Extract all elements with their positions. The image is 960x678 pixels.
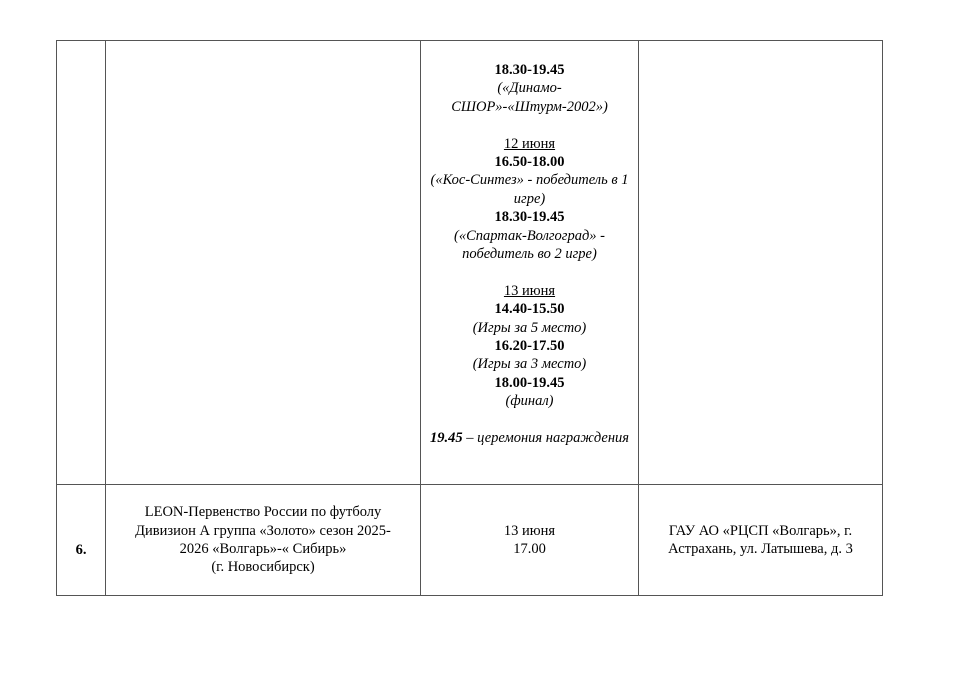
table-row [57, 41, 883, 485]
time-slot: 14.40-15.50 [494, 301, 565, 318]
time-slot: 18.30-19.45 [494, 209, 565, 226]
date-cell [421, 485, 639, 596]
event-text: LEON-Первенство России по футболу [144, 504, 382, 521]
time-slot: 16.50-18.00 [494, 154, 565, 171]
number-cell [57, 41, 106, 485]
match-desc: («Кос-Синтез» - победитель в 1 игре) [430, 172, 629, 207]
schedule-table [56, 40, 883, 596]
venue-cell [639, 485, 883, 596]
match-desc: («Динамо-СШОР»-«Штурм-2002») [451, 80, 608, 115]
venue-cell [639, 41, 883, 485]
venue-text: Астрахань, ул. Латышева, д. 3 [668, 541, 853, 557]
time-slot: 16.20-17.50 [494, 338, 565, 355]
event-cell [106, 41, 421, 485]
venue-text: ГАУ АО «РЦСП «Волгарь», г. [668, 522, 853, 539]
date-heading: 13 июня [503, 282, 556, 299]
match-desc: («Спартак-Волгоград» - победитель во 2 игре) [454, 227, 605, 263]
time-slot: 18.00-19.45 [494, 374, 565, 391]
number-cell: 6. [57, 485, 106, 596]
table-row [57, 485, 883, 596]
ceremony-line [421, 429, 638, 447]
time-slot: 18.30-19.45 [494, 62, 565, 78]
event-cell [106, 485, 421, 596]
date-heading: 12 июня [503, 135, 556, 152]
event-location: (г. Новосибирск) [211, 559, 315, 576]
ceremony-text: – церемония награждения [466, 430, 630, 447]
event-date: 13 июня [503, 522, 556, 539]
match-desc: (Игры за 3 место) [472, 356, 587, 373]
match-desc: (Игры за 5 место) [472, 319, 587, 336]
match-desc: (финал) [505, 393, 554, 410]
schedule-cell [421, 41, 639, 485]
event-text: Дивизион А группа «Золото» сезон 2025- [135, 522, 391, 539]
event-time: 17.00 [513, 541, 546, 557]
ceremony-time: 19.45 [429, 430, 463, 447]
event-text: 2026 «Волгарь»-« Сибирь» [179, 541, 347, 557]
